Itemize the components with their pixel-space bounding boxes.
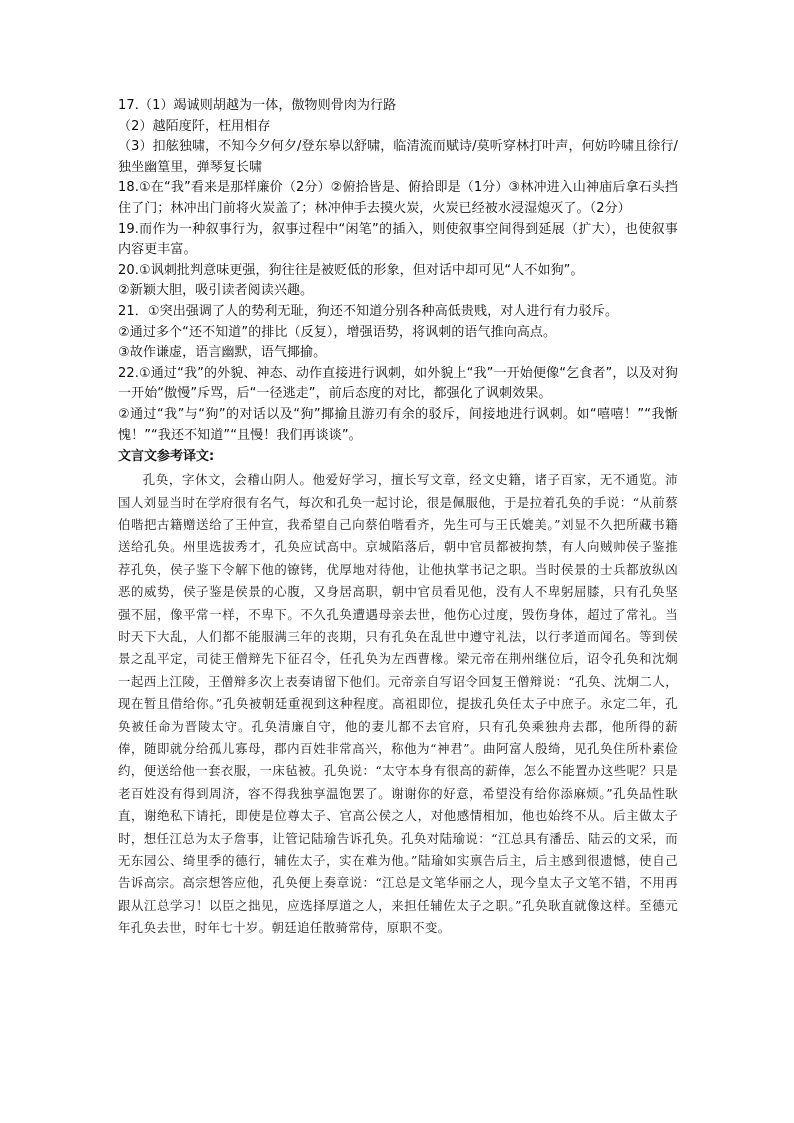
- answer-19: 19.而作为一种叙事行为，叙事过程中“闲笔”的插入，则使叙事空间得到延展（扩大），也使叙事内容更丰富。: [118, 221, 678, 258]
- answer-17-2: （2）越陌度阡，枉用相存: [118, 118, 271, 134]
- answer-21-1: 21．①突出强调了人的势利无耻，狗还不知道分别各种高低贵贱，对人进行有力驳斥。: [118, 303, 619, 319]
- answer-20-1: 20.①讽刺批判意味更强，狗往往是被贬低的形象，但对话中却可见“人不如狗”。: [118, 262, 584, 278]
- answer-17-1: 17.（1）竭诚则胡越为一体，傲物则骨肉为行路: [118, 98, 397, 113]
- answer-sheet-page: [118, 96, 678, 940]
- translation-heading: 文言文参考译文:: [118, 449, 215, 465]
- answer-18: 18.①在“我”看来是那样廉价（2分）②俯拾皆是、俯拾即是（1分）③林冲进入山神庙后拿石头挡住了门；林冲出门前将火炭盖了；林冲伸手去摸火炭，火炭已经被水浸湿熄灭了。（2分）: [118, 180, 678, 216]
- answer-21-2: ②通过多个“还不知道”的排比（反复），增强语势，将讽刺的语气推向高点。: [118, 324, 557, 340]
- translation-section: [118, 469, 678, 940]
- answer-21-3: ③故作谦虚，语言幽默，语气揶揄。: [118, 345, 327, 361]
- answer-22-1: 22.①通过“我”的外貌、神态、动作直接进行讽刺，如外貌上“我”一开始便像“乞食者”，以及对狗一开始“傲慢”斥骂，后“一径逃走”，前后态度的对比，都强化了讽刺效果。: [118, 365, 678, 402]
- translation-paragraph: 孔奂，字休文，会稽山阴人。他爱好学习，擅长写文章，经文史籍，诸子百家，无不通览。沛国人刘显当时在学府很有名气，每次和孔奂一起讨论，很是佩服他，于是拉着孔奂的手说：“从前蔡伯喈把古籍赠送给了王仲宣，我希望自己向蔡伯喈看齐，先生可与王氏媲美。”刘显不久把所藏书籍送给孔奂。州里选拔秀才，孔奂应试高中。京城陷落后，朝中官员都被拘禁，有人向贼帅侯子鉴推荐孔奂，侯子鉴下令解下他的镣铐，优厚地对待他，让他执掌书记之职。当时侯景的士兵都放纵凶恶的威势，侯子鉴是侯景的心腹，又身居高职，朝中官员看见他，没有人不卑躬屈膝，只有孔奂坚强不屈，像平常一样，不卑下。不久孔奂遭遇母亲去世，他伤心过度，毁伤身体，超过了常礼。当时天下大乱，人们都不能服满三年的丧期，只有孔奂在乱世中遵守礼法，以行孝道而闻名。等到侯景之乱平定，司徒王僧辩先下征召令，任孔奂为左西曹椽。梁元帝在荆州继位后，诏令孔奂和沈炯一起西上江陵，王僧辩多次上表奏请留下他们。元帝亲自写诏令回复王僧辩说：“孔奂、沈炯二人，现在暂且借给你。”孔奂被朝廷重视到这种程度。高祖即位，提拔孔奂任太子中庶子。永定二年，孔奂被任命为晋陵太守。孔奂清廉自守，他的妻儿都不去官府，只有孔奂乘独舟去郡，他所得的薪俸，随即就分给孤儿寡母，郡内百姓非常高兴，称他为“神君”。曲阿富人殷绮，见孔奂住所朴素俭约，便送给他一套衣服，一床毡被。孔奂说：“太守本身有很高的薪俸，怎么不能置办这些呢？只是老百姓没有得到周济，容不得我独享温饱罢了。谢谢你的好意，希望没有给你添麻烦。”孔奂品性耿直，谢绝私下请托，即使是位尊太子、官高公侯之人，对他感情相加，他也始终不从。后主做太子时，想任江总为太子詹事，让管记陆瑜告诉孔奂。孔奂对陆瑜说：“江总具有潘岳、陆云的文采，而无东园公、绮里季的德行，辅佐太子，实在难为他。”陆瑜如实禀告后主，后主感到很遗憾，使自己告诉高宗。高宗想答应他，孔奂便上奏章说：“江总是文笔华丽之人，现今皇太子文笔不错，不用再跟从江总学习！以臣之拙见，应选择厚道之人，来担任辅佐太子之职。”孔奂耿直就像这样。至德元年孔奂去世，时年七十岁。朝廷追任散骑常侍，原职不变。: [118, 472, 678, 936]
- answer-20-2: ②新颖大胆，吸引读者阅读兴趣。: [118, 283, 314, 299]
- answer-22-2: ②通过“我”与“狗”的对话以及“狗”揶揄且游刃有余的驳斥，间接地进行讽刺。如“嘻嘻！”“我惭愧！”“我还不知道”“且慢！我们再谈谈”。: [118, 406, 678, 443]
- answers-section: [118, 96, 678, 446]
- answer-17-3: （3）扣舷独啸，不知今夕何夕/登东皋以舒啸，临清流而赋诗/莫听穿林打叶声，何妨吟啸且徐行/独坐幽篁里，弹琴复长啸: [118, 139, 678, 175]
